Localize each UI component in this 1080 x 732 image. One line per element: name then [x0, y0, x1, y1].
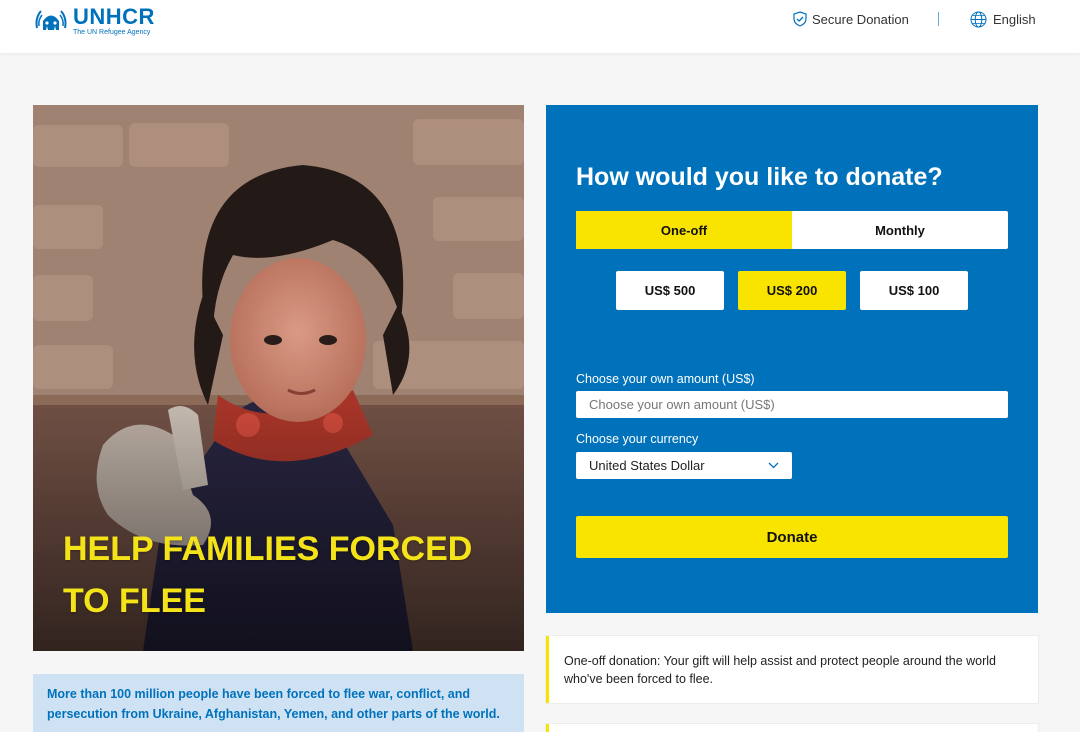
own-amount-input[interactable] — [576, 391, 1008, 418]
amount-options — [616, 271, 968, 310]
amount-200-button[interactable]: US$ 200 — [738, 271, 846, 310]
donate-button[interactable]: Donate — [576, 516, 1008, 558]
currency-value: United States Dollar — [589, 458, 705, 473]
frequency-toggle — [576, 211, 1008, 249]
monthly-option[interactable]: Monthly — [875, 222, 925, 238]
donation-panel — [546, 105, 1038, 613]
one-off-option[interactable]: One-off — [576, 211, 792, 249]
currency-label: Choose your currency — [576, 432, 699, 446]
chevron-down-icon — [768, 462, 779, 469]
amount-100-button[interactable]: US$ 100 — [860, 271, 968, 310]
donation-title: How would you like to donate? — [576, 163, 943, 191]
unhcr-logo[interactable] — [33, 6, 155, 37]
own-amount-label: Choose your own amount (US$) — [576, 372, 755, 386]
brand-tagline: The UN Refugee Agency — [73, 29, 151, 36]
info-banner: More than 100 million people have been forced to flee war, conflict, and persecution from Ukraine, Afghanistan, Yemen, and other parts of the world. — [33, 674, 524, 732]
hero-title: HELP FAMILIES FORCED TO FLEE — [63, 530, 473, 620]
language-label: English — [993, 12, 1036, 27]
brand-name: UNHCR — [73, 4, 155, 29]
next-note-card — [546, 724, 1038, 732]
language-selector[interactable] — [970, 11, 1036, 28]
secure-donation-label: Secure Donation — [812, 11, 909, 27]
shield-check-icon — [792, 11, 808, 27]
donation-note: One-off donation: Your gift will help assist and protect people around the world who've been forced to flee. — [546, 636, 1038, 703]
hero-image — [33, 105, 524, 651]
unhcr-emblem-icon — [33, 6, 69, 36]
top-bar — [0, 0, 1080, 53]
globe-icon — [970, 11, 987, 28]
currency-select[interactable] — [576, 452, 792, 479]
amount-500-button[interactable]: US$ 500 — [616, 271, 724, 310]
secure-donation — [792, 11, 909, 27]
header-divider — [938, 12, 939, 26]
